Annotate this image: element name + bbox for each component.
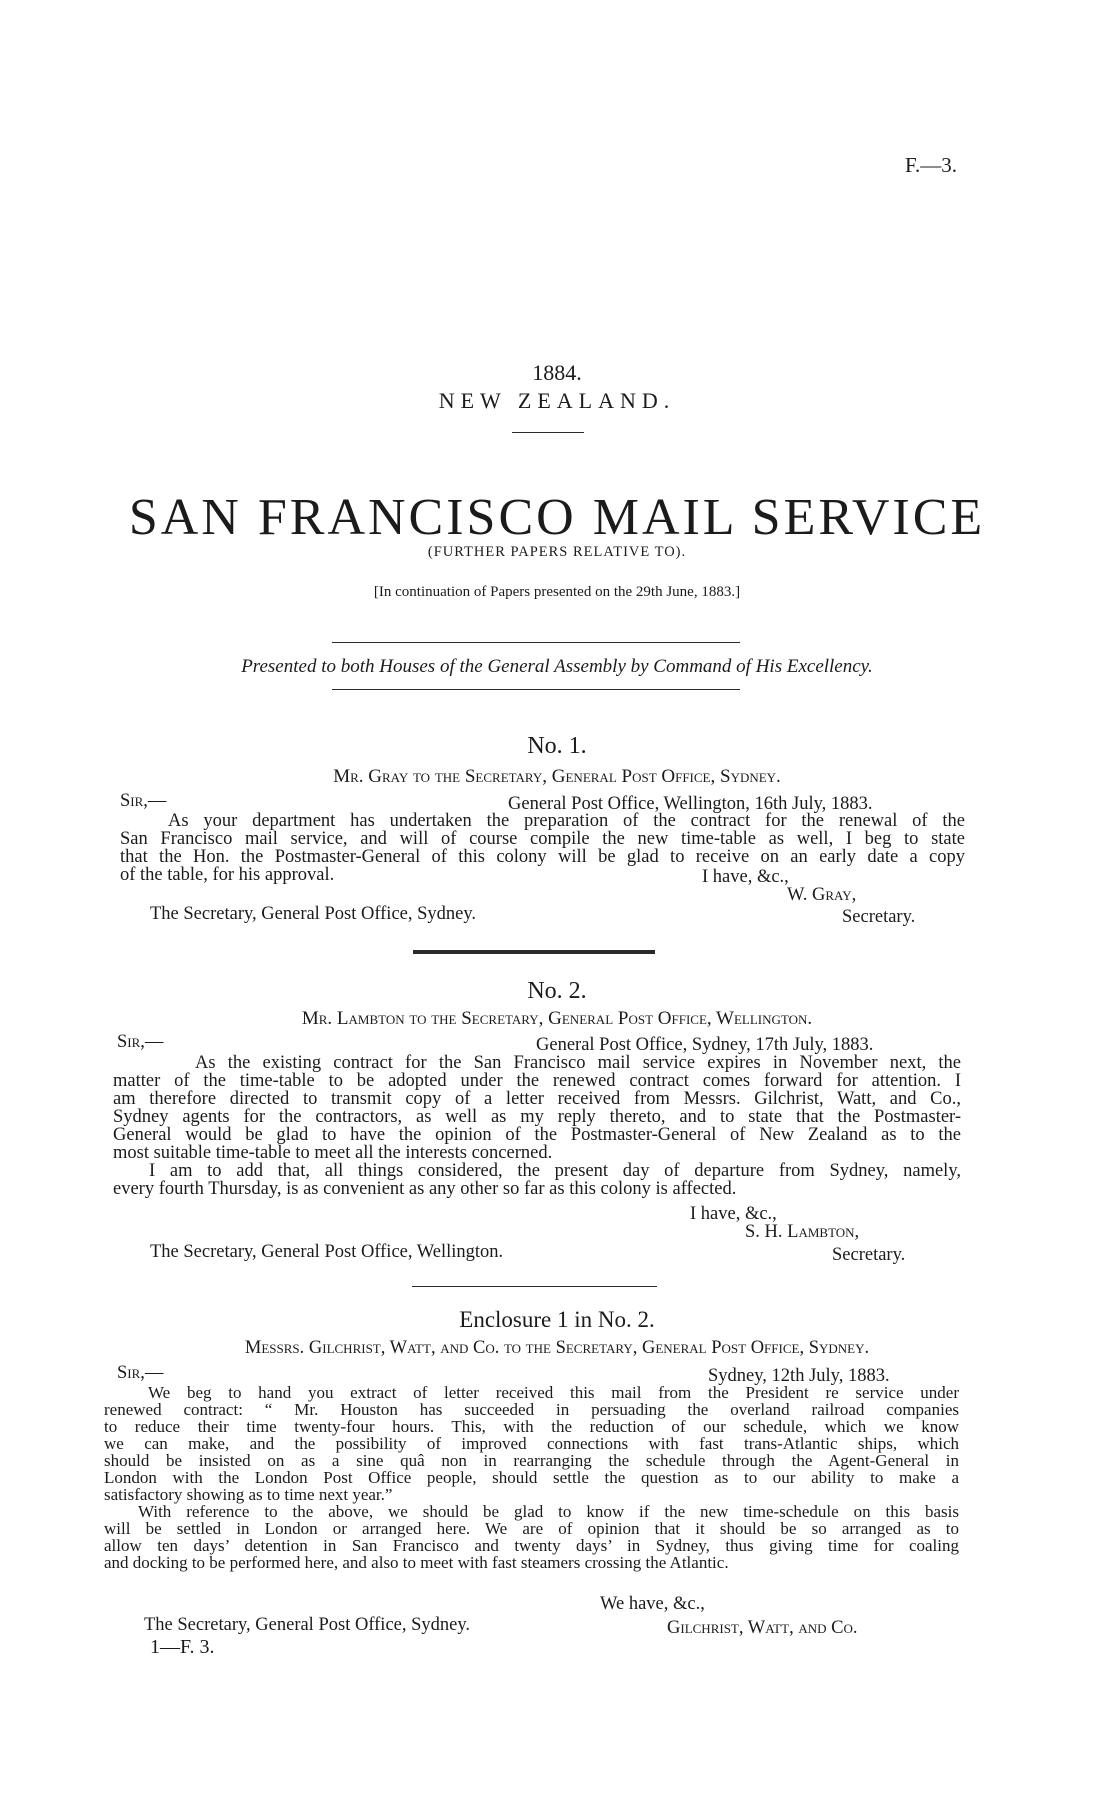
address-date: General Post Office, Sydney, 17th July, 1883.	[536, 1035, 874, 1055]
closing: I have, &c.,	[702, 867, 789, 887]
thick-divider	[413, 950, 655, 954]
body-line: every fourth Thursday, is as convenient as any other so far as this colony is affected.	[113, 1179, 737, 1199]
body-line: will be settled in London or arranged here. We are of opinion that it should be so arranged as to	[104, 1519, 959, 1538]
short-divider	[512, 432, 584, 433]
body-line: satisfactory showing as to time next year.”	[104, 1485, 393, 1504]
addressee: The Secretary, General Post Office, Sydney.	[144, 1615, 471, 1635]
salutation: Sir,—	[117, 1032, 164, 1052]
body-line: am therefore directed to transmit copy of a letter received from Messrs. Gilchrist, Watt, and Co.,	[113, 1089, 961, 1109]
body-line: should be insisted on as a sine quâ non in rearranging the schedule through the Agent-General in	[104, 1451, 959, 1470]
letter-number: No. 1.	[527, 733, 587, 759]
presented-line: Presented to both Houses of the General Assembly by Command of His Excellency.	[241, 656, 873, 677]
country: NEW ZEALAND.	[438, 388, 676, 413]
document-title: SAN FRANCISCO MAIL SERVICE	[128, 489, 986, 546]
body-line: As the existing contract for the San Francisco mail service expires in November next, the	[195, 1053, 961, 1073]
enclosure-body	[104, 1384, 959, 1571]
body-line: most suitable time-table to meet all the interests concerned.	[113, 1143, 553, 1163]
body-line: we can make, and the possibility of improved connections with fast trans-Atlantic ships, which	[104, 1434, 959, 1453]
document-subtitle: (FURTHER PAPERS RELATIVE TO).	[427, 544, 687, 560]
body-line: renewed contract: “ Mr. Houston has succeeded in persuading the overland railroad companies	[104, 1400, 959, 1419]
signatory-title: Secretary.	[842, 907, 916, 927]
letter-body	[120, 812, 965, 884]
body-line: that the Hon. the Postmaster-General of this colony will be glad to receive on an early date a copy	[120, 847, 965, 867]
address-date: General Post Office, Wellington, 16th July, 1883.	[508, 794, 873, 814]
year: 1884.	[532, 360, 582, 385]
body-line: We beg to hand you extract of letter received this mail from the President re service under	[148, 1383, 959, 1402]
body-line: allow ten days’ detention in San Francisco and twenty days’ in Sydney, thus giving time for coaling	[104, 1536, 959, 1555]
salutation: Sir,—	[120, 791, 167, 811]
body-line: General would be glad to have the opinion of the Postmaster-General of New Zealand as to the	[113, 1125, 961, 1145]
body-line: With reference to the above, we should be glad to know if the new time-schedule on this basis	[138, 1502, 959, 1521]
letter-body	[113, 1054, 961, 1198]
salutation: Sir,—	[117, 1363, 164, 1383]
body-line: and docking to be performed here, and also to meet with fast steamers crossing the Atlantic.	[104, 1553, 729, 1572]
body-line: of the table, for his approval.	[120, 865, 335, 885]
divider	[332, 689, 740, 690]
divider	[332, 642, 740, 643]
addressee: The Secretary, General Post Office, Sydney.	[150, 904, 477, 924]
continuation-note: [In continuation of Papers presented on the 29th June, 1883.]	[373, 584, 741, 600]
signatory-title: Secretary.	[832, 1245, 906, 1265]
signature: S. H. Lambton,	[745, 1222, 860, 1242]
closing: We have, &c.,	[600, 1594, 705, 1614]
body-line: to reduce their time twenty-four hours. This, with the reduction of our schedule, which we know	[104, 1417, 959, 1436]
address-date: Sydney, 12th July, 1883.	[708, 1366, 890, 1386]
body-line: As your department has undertaken the preparation of the contract for the renewal of the	[168, 811, 965, 831]
body-line: London with the London Post Office people, should settle the question as to our ability to make a	[104, 1468, 959, 1487]
addressee: The Secretary, General Post Office, Wellington.	[150, 1242, 504, 1262]
document-reference: F.—3.	[905, 153, 957, 177]
enclosure-number: Enclosure 1 in No. 2.	[459, 1307, 655, 1332]
letter-heading: Mr. Lambton to the Secretary, General Post Office, Wellington.	[301, 1008, 813, 1029]
footer-reference: 1—F. 3.	[150, 1636, 215, 1658]
enclosure-heading: Messrs. Gilchrist, Watt, and Co. to the Secretary, General Post Office, Sydney.	[244, 1338, 870, 1358]
body-line: matter of the time-table to be adopted under the renewed contract comes forward for attention. I	[113, 1071, 961, 1091]
signature: Gilchrist, Watt, and Co.	[667, 1618, 858, 1638]
body-line: I am to add that, all things considered, the present day of departure from Sydney, namely,	[149, 1161, 961, 1181]
closing: I have, &c.,	[690, 1204, 777, 1224]
body-line: Sydney agents for the contractors, as well as my reply thereto, and to state that the Postmaster-	[113, 1107, 961, 1127]
letter-number: No. 2.	[527, 978, 587, 1004]
body-line: San Francisco mail service, and will of course compile the new time-table as well, I beg to state	[120, 829, 965, 849]
divider	[412, 1286, 657, 1287]
signature: W. Gray,	[787, 885, 857, 905]
letter-heading: Mr. Gray to the Secretary, General Post Office, Sydney.	[333, 766, 781, 787]
